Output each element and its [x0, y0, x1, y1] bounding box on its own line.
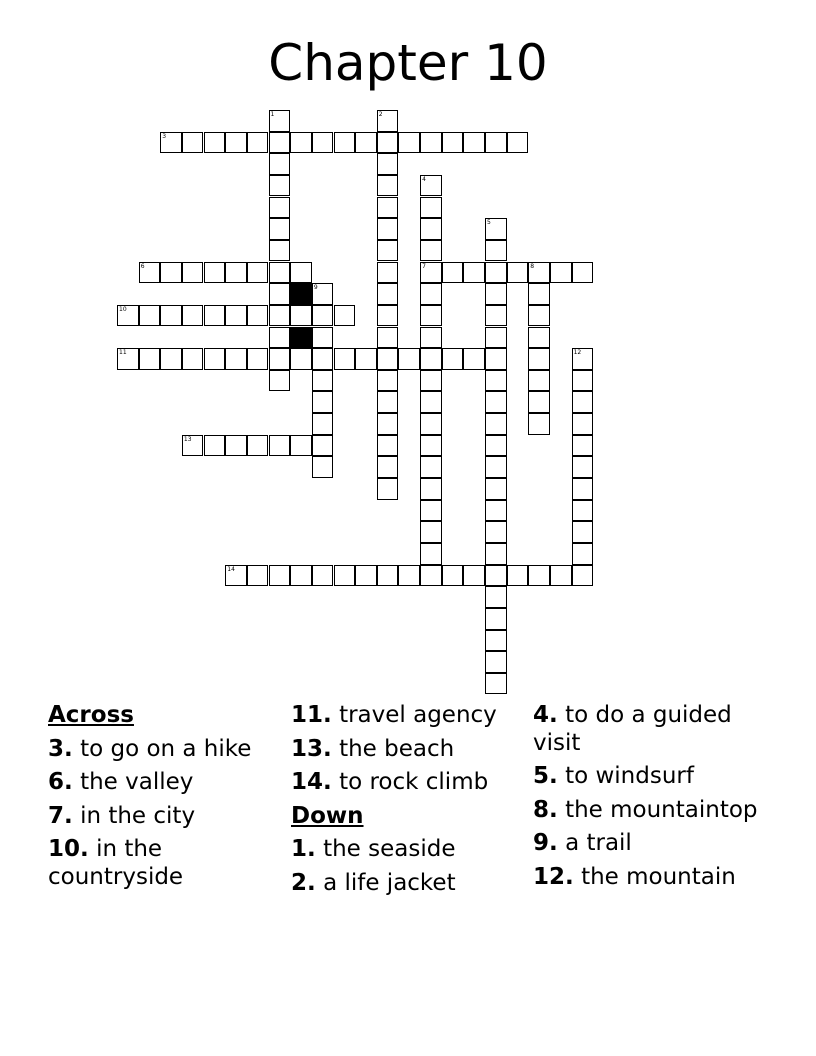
grid-cell[interactable]: [269, 132, 291, 154]
grid-cell[interactable]: [463, 262, 485, 284]
grid-cell[interactable]: [182, 435, 204, 457]
grid-cell[interactable]: [485, 521, 507, 543]
grid-cell[interactable]: [420, 456, 442, 478]
grid-cell[interactable]: [269, 110, 291, 132]
grid-cell[interactable]: [269, 218, 291, 240]
clue-across-13: 13. the beach: [291, 735, 455, 762]
grid-cell[interactable]: [528, 413, 550, 435]
grid-cell[interactable]: [485, 630, 507, 652]
grid-cell[interactable]: [420, 240, 442, 262]
clue-number: 1: [270, 111, 275, 118]
grid-cell[interactable]: [528, 305, 550, 327]
grid-cell[interactable]: [377, 175, 399, 197]
clues-column-2: [291, 702, 531, 903]
grid-cell[interactable]: [139, 348, 161, 370]
grid-cell[interactable]: [160, 262, 182, 284]
grid-cell[interactable]: [377, 327, 399, 349]
grid-cell[interactable]: [204, 132, 226, 154]
grid-cell[interactable]: [139, 262, 161, 284]
grid-cell[interactable]: [312, 132, 334, 154]
grid-cell[interactable]: [334, 132, 356, 154]
grid-cell[interactable]: [334, 565, 356, 587]
grid-cell[interactable]: [269, 153, 291, 175]
grid-cell[interactable]: [312, 435, 334, 457]
grid-cell[interactable]: [355, 565, 377, 587]
grid-cell[interactable]: [485, 673, 507, 695]
grid-cell[interactable]: [139, 305, 161, 327]
grid-cell[interactable]: [377, 565, 399, 587]
clue-across-10: 10. in the countryside: [48, 836, 184, 890]
grid-cell[interactable]: [269, 283, 291, 305]
grid-cell[interactable]: [312, 391, 334, 413]
grid-cell[interactable]: [204, 435, 226, 457]
grid-cell[interactable]: [377, 283, 399, 305]
grid-cell[interactable]: [312, 370, 334, 392]
grid-cell[interactable]: [377, 153, 399, 175]
grid-cell[interactable]: [420, 565, 442, 587]
grid-cell[interactable]: [334, 305, 356, 327]
grid-cell[interactable]: [290, 435, 312, 457]
grid-cell[interactable]: [485, 391, 507, 413]
across-heading: Across: [48, 702, 134, 728]
grid-cell[interactable]: [247, 348, 269, 370]
clues-column-3: [533, 702, 773, 897]
grid-cell[interactable]: [442, 262, 464, 284]
grid-cell[interactable]: [247, 262, 269, 284]
grid-cell[interactable]: [550, 565, 572, 587]
clues-column-1: [48, 702, 288, 897]
grid-cell[interactable]: [377, 348, 399, 370]
clue-number: 13: [183, 435, 192, 443]
grid-cell[interactable]: [485, 543, 507, 565]
grid-cell[interactable]: [572, 262, 594, 284]
clue-number: 10: [119, 305, 127, 313]
grid-cell[interactable]: [528, 283, 550, 305]
grid-cell[interactable]: [420, 218, 442, 240]
grid-cell[interactable]: [485, 456, 507, 478]
clue-number: 5: [487, 219, 491, 227]
clue-down-2: 2. a life jacket: [291, 869, 456, 896]
grid-cell[interactable]: [312, 565, 334, 587]
grid-cell[interactable]: [420, 175, 442, 197]
grid-cell[interactable]: [160, 348, 182, 370]
grid-cell[interactable]: [572, 478, 594, 500]
grid-cell[interactable]: [420, 327, 442, 349]
grid-cell[interactable]: [572, 565, 594, 587]
grid-cell[interactable]: [485, 608, 507, 630]
grid-cell[interactable]: [420, 132, 442, 154]
grid-cell[interactable]: [269, 348, 291, 370]
grid-cell[interactable]: [572, 500, 594, 522]
grid-cell[interactable]: [182, 262, 204, 284]
grid-cell[interactable]: [377, 391, 399, 413]
grid-cell[interactable]: [528, 370, 550, 392]
grid-cell[interactable]: [269, 370, 291, 392]
grid-cell[interactable]: [269, 240, 291, 262]
grid-cell[interactable]: [377, 456, 399, 478]
grid-cell[interactable]: [528, 348, 550, 370]
grid-cell[interactable]: [463, 348, 485, 370]
grid-cell[interactable]: [485, 413, 507, 435]
grid-cell[interactable]: [377, 218, 399, 240]
grid-cell[interactable]: [420, 305, 442, 327]
grid-cell[interactable]: [204, 262, 226, 284]
grid-cell[interactable]: [485, 500, 507, 522]
grid-cell[interactable]: [420, 197, 442, 219]
clue-number: 14: [227, 565, 235, 573]
grid-cell[interactable]: [420, 521, 442, 543]
down-heading: Down: [291, 802, 364, 829]
grid-cell[interactable]: [572, 348, 594, 370]
grid-cell[interactable]: [572, 391, 594, 413]
grid-cell[interactable]: [398, 348, 420, 370]
grid-cell[interactable]: [528, 565, 550, 587]
grid-cell[interactable]: [485, 240, 507, 262]
grid-cell[interactable]: [290, 305, 312, 327]
grid-cell[interactable]: [312, 456, 334, 478]
grid-cell[interactable]: [269, 175, 291, 197]
grid-cell[interactable]: [485, 283, 507, 305]
grid-cell[interactable]: [334, 348, 356, 370]
grid-cell[interactable]: [377, 110, 399, 132]
grid-cell[interactable]: [290, 348, 312, 370]
grid-cell[interactable]: [572, 370, 594, 392]
grid-cell[interactable]: [269, 565, 291, 587]
grid-cell[interactable]: [485, 348, 507, 370]
grid-cell[interactable]: [247, 565, 269, 587]
grid-cell[interactable]: [442, 132, 464, 154]
grid-cell[interactable]: [182, 305, 204, 327]
clue-number: 3: [162, 132, 167, 140]
clue-number: 4: [422, 175, 426, 183]
clue-down-8: 8. the mountaintop: [533, 796, 758, 823]
grid-cell[interactable]: [420, 348, 442, 370]
grid-cell[interactable]: [312, 348, 334, 370]
clue-down-4: 4. to do a guided visit: [533, 702, 732, 756]
grid-cell[interactable]: [377, 197, 399, 219]
grid-cell[interactable]: [312, 327, 334, 349]
grid-cell[interactable]: [247, 435, 269, 457]
grid-cell[interactable]: [377, 435, 399, 457]
clue-across-14: 14. to rock climb: [291, 769, 489, 795]
grid-cell[interactable]: [528, 262, 550, 284]
grid-cell[interactable]: [225, 305, 247, 327]
clue-number: 12: [573, 349, 582, 357]
clue-down-1: 1. the seaside: [291, 836, 456, 862]
grid-cell[interactable]: [507, 132, 529, 154]
grid-cell[interactable]: [182, 348, 204, 370]
grid-cell[interactable]: [485, 327, 507, 349]
grid-cell[interactable]: [528, 391, 550, 413]
grid-cell[interactable]: [420, 500, 442, 522]
clue-number: 9: [313, 284, 318, 292]
grid-cell[interactable]: [420, 283, 442, 305]
black-cell: [290, 283, 312, 305]
grid-cell[interactable]: [160, 132, 182, 154]
grid-cell[interactable]: [420, 543, 442, 565]
clue-number: 6: [140, 262, 145, 270]
grid-cell[interactable]: [398, 132, 420, 154]
grid-cell[interactable]: [377, 370, 399, 392]
grid-cell[interactable]: [420, 370, 442, 392]
grid-cell[interactable]: [485, 305, 507, 327]
grid-cell[interactable]: [247, 305, 269, 327]
grid-cell[interactable]: [485, 262, 507, 284]
grid-cell[interactable]: [377, 240, 399, 262]
grid-cell[interactable]: [290, 132, 312, 154]
clue-number: 11: [119, 349, 127, 357]
clue-down-5: 5. to windsurf: [533, 763, 694, 789]
grid-cell[interactable]: [507, 565, 529, 587]
grid-cell[interactable]: [420, 391, 442, 413]
clue-number: 8: [530, 262, 535, 270]
grid-cell[interactable]: [377, 262, 399, 284]
grid-cell[interactable]: [312, 413, 334, 435]
grid-cell[interactable]: [485, 586, 507, 608]
grid-cell[interactable]: [225, 348, 247, 370]
grid-cell[interactable]: [442, 348, 464, 370]
grid-cell[interactable]: [528, 327, 550, 349]
black-cell: [290, 327, 312, 349]
grid-cell[interactable]: [420, 262, 442, 284]
grid-cell[interactable]: [507, 262, 529, 284]
grid-cell[interactable]: [485, 370, 507, 392]
grid-cell[interactable]: [269, 305, 291, 327]
clue-across-7: 7. in the city: [48, 802, 196, 829]
grid-cell[interactable]: [398, 565, 420, 587]
grid-cell[interactable]: [204, 305, 226, 327]
grid-cell[interactable]: [290, 565, 312, 587]
grid-cell[interactable]: [420, 478, 442, 500]
grid-cell[interactable]: [117, 305, 139, 327]
grid-cell[interactable]: [550, 262, 572, 284]
grid-cell[interactable]: [290, 262, 312, 284]
grid-cell[interactable]: [117, 348, 139, 370]
page-title: Chapter 10: [268, 34, 548, 92]
clue-across-11: 11. travel agency: [291, 702, 497, 728]
grid-cell[interactable]: [269, 327, 291, 349]
clue-number: 7: [422, 262, 426, 270]
grid-cell[interactable]: [572, 435, 594, 457]
grid-cell[interactable]: [355, 348, 377, 370]
grid-cell[interactable]: [225, 565, 247, 587]
grid-cell[interactable]: [485, 651, 507, 673]
grid-cell[interactable]: [225, 132, 247, 154]
grid-cell[interactable]: [572, 456, 594, 478]
grid-cell[interactable]: [463, 565, 485, 587]
grid-cell[interactable]: [182, 132, 204, 154]
grid-cell[interactable]: [204, 348, 226, 370]
grid-cell[interactable]: [312, 283, 334, 305]
grid-cell[interactable]: [485, 478, 507, 500]
grid-cell[interactable]: [377, 305, 399, 327]
grid-cell[interactable]: [269, 262, 291, 284]
grid-cell[interactable]: [420, 413, 442, 435]
grid-cell[interactable]: [463, 132, 485, 154]
clue-across-3: 3. to go on a hike: [48, 735, 252, 762]
clue-number: 2: [378, 111, 383, 118]
grid-cell[interactable]: [377, 478, 399, 500]
grid-cell[interactable]: [485, 218, 507, 240]
grid-cell[interactable]: [442, 565, 464, 587]
grid-cell[interactable]: [485, 565, 507, 587]
grid-cell[interactable]: [160, 305, 182, 327]
clue-across-6: 6. the valley: [48, 769, 194, 795]
grid-cell[interactable]: [572, 543, 594, 565]
grid-cell[interactable]: [572, 521, 594, 543]
grid-cell[interactable]: [377, 132, 399, 154]
grid-cell[interactable]: [269, 435, 291, 457]
grid-cell[interactable]: [225, 262, 247, 284]
grid-cell[interactable]: [312, 305, 334, 327]
grid-cell[interactable]: [377, 413, 399, 435]
grid-cell[interactable]: [247, 132, 269, 154]
grid-cell[interactable]: [355, 132, 377, 154]
clue-down-9: 9. a trail: [533, 830, 632, 856]
grid-cell[interactable]: [485, 132, 507, 154]
grid-cell[interactable]: [485, 435, 507, 457]
grid-cell[interactable]: [269, 197, 291, 219]
grid-cell[interactable]: [225, 435, 247, 457]
grid-cell[interactable]: [420, 435, 442, 457]
grid-cell[interactable]: [572, 413, 594, 435]
clue-down-12: 12. the mountain: [533, 863, 736, 890]
